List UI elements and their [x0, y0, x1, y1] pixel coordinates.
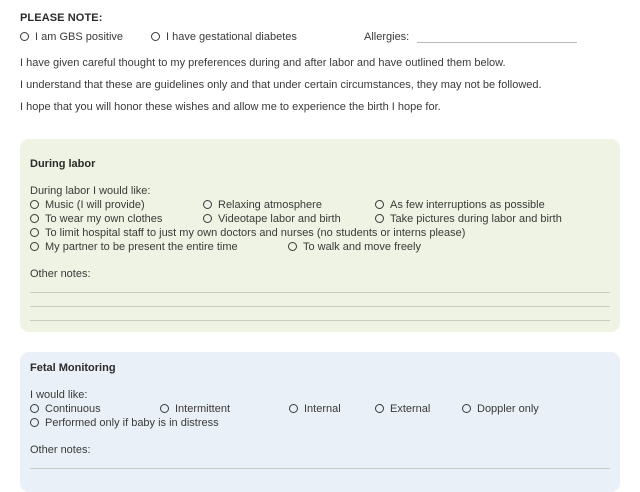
radio-circle-icon[interactable] — [375, 200, 384, 209]
labor-other-notes-label: Other notes: — [30, 268, 91, 280]
fetal-monitoring-heading: Fetal Monitoring — [30, 362, 116, 374]
fetal-notes-line[interactable] — [30, 468, 610, 469]
labor-option-label: Videotape labor and birth — [218, 213, 341, 225]
fetal-other-notes-label: Other notes: — [30, 444, 91, 456]
labor-option[interactable] — [30, 227, 465, 239]
radio-circle-icon[interactable] — [462, 404, 471, 413]
fetal-option[interactable] — [30, 417, 219, 429]
allergies-field[interactable] — [417, 42, 577, 43]
labor-option-label: Take pictures during labor and birth — [390, 213, 562, 225]
fetal-option-label: Internal — [304, 403, 341, 415]
gestational-diabetes-option[interactable] — [151, 31, 297, 43]
radio-circle-icon[interactable] — [375, 214, 384, 223]
radio-circle-icon[interactable] — [30, 214, 39, 223]
preference-paragraph: I have given careful thought to my preferences during and after labor and have outlined them below. — [20, 57, 506, 69]
labor-notes-line[interactable] — [30, 320, 610, 321]
wishes-paragraph: I hope that you will honor these wishes and allow me to experience the birth I hope for. — [20, 101, 441, 113]
radio-circle-icon[interactable] — [160, 404, 169, 413]
radio-circle-icon[interactable] — [20, 32, 29, 41]
radio-circle-icon[interactable] — [30, 228, 39, 237]
labor-notes-line[interactable] — [30, 306, 610, 307]
gestational-diabetes-label: I have gestational diabetes — [166, 31, 297, 43]
radio-circle-icon[interactable] — [30, 200, 39, 209]
radio-circle-icon[interactable] — [203, 200, 212, 209]
please-note-heading: PLEASE NOTE: — [20, 12, 103, 24]
fetal-option[interactable] — [289, 403, 341, 415]
fetal-option[interactable] — [462, 403, 539, 415]
fetal-option[interactable] — [160, 403, 230, 415]
fetal-option-label: Intermittent — [175, 403, 231, 415]
fetal-option-label: Continuous — [45, 403, 101, 415]
labor-option[interactable] — [30, 199, 145, 211]
radio-circle-icon[interactable] — [30, 418, 39, 427]
radio-circle-icon[interactable] — [288, 242, 297, 251]
labor-option-label: As few interruptions as possible — [390, 199, 545, 211]
radio-circle-icon[interactable] — [203, 214, 212, 223]
fetal-option[interactable] — [375, 403, 430, 415]
radio-circle-icon[interactable] — [30, 404, 39, 413]
fetal-option-label: Doppler only — [477, 403, 539, 415]
labor-option-label: To walk and move freely — [303, 241, 421, 253]
guidelines-paragraph: I understand that these are guidelines only and that under certain circumstances, they may not be followed. — [20, 79, 542, 91]
fetal-monitoring-intro: I would like: — [30, 389, 88, 401]
fetal-option[interactable] — [30, 403, 101, 415]
during-labor-intro: During labor I would like: — [30, 185, 151, 197]
radio-circle-icon[interactable] — [289, 404, 298, 413]
radio-circle-icon[interactable] — [30, 242, 39, 251]
radio-circle-icon[interactable] — [375, 404, 384, 413]
labor-option[interactable] — [288, 241, 421, 253]
gbs-positive-label: I am GBS positive — [35, 31, 124, 43]
labor-option-label: Music (I will provide) — [45, 199, 145, 211]
labor-option-label: To limit hospital staff to just my own doctors and nurses (no students or interns please) — [45, 227, 466, 239]
fetal-option-label: External — [390, 403, 431, 415]
labor-option[interactable] — [203, 213, 341, 225]
labor-option[interactable] — [30, 213, 162, 225]
labor-option[interactable] — [30, 241, 238, 253]
radio-circle-icon[interactable] — [151, 32, 160, 41]
labor-option[interactable] — [375, 199, 545, 211]
fetal-option-label: Performed only if baby is in distress — [45, 417, 219, 429]
labor-notes-line[interactable] — [30, 292, 610, 293]
labor-option[interactable] — [375, 213, 562, 225]
labor-option-label: My partner to be present the entire time — [45, 241, 238, 253]
labor-option-label: To wear my own clothes — [45, 213, 163, 225]
labor-option-label: Relaxing atmosphere — [218, 199, 322, 211]
gbs-positive-option[interactable] — [20, 31, 123, 43]
allergies-label: Allergies: — [364, 31, 410, 43]
during-labor-heading: During labor — [30, 158, 96, 170]
labor-option[interactable] — [203, 199, 322, 211]
